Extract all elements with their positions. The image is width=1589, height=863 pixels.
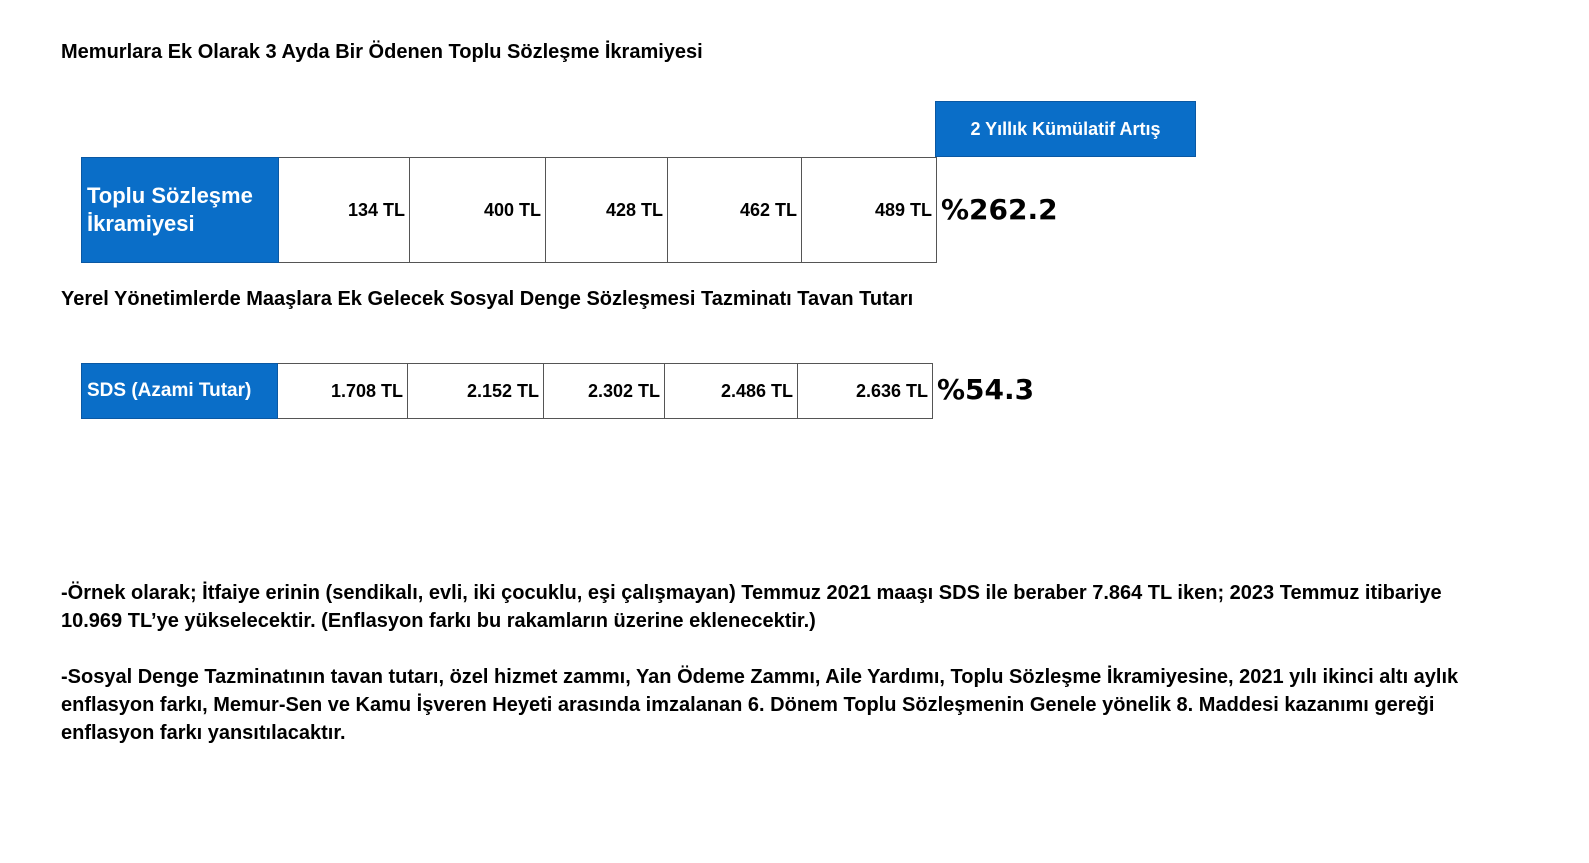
bonus-cumulative-percent: %262.2 [941,193,1058,226]
sds-value-4: 2.486 TL [665,364,798,419]
sds-value-5: 2.636 TL [798,364,933,419]
bonus-row-label: Toplu Sözleşme İkramiyesi [82,158,279,263]
bonus-value-4: 462 TL [668,158,802,263]
bonus-value-1: 134 TL [279,158,410,263]
section-1-title: Memurlara Ek Olarak 3 Ayda Bir Ödenen Toplu Sözleşme İkramiyesi [61,41,703,63]
note-paragraph-2: -Sosyal Denge Tazminatının tavan tutarı, özel hizmet zammı, Yan Ödeme Zammı, Aile Yardımı, Toplu Sözleşme İkramiyesine, 2021 yılı ikinci altı aylık enflasyon farkı, Memur-Sen ve Kamu İşveren Heyeti arasında imzalanan 6. Dönem Toplu Sözleşmenin Genele yönelik 8. Maddesi kazanımı gereği enflasyon farkı yansıtılacaktır. [61,666,1459,744]
sds-value-3: 2.302 TL [544,364,665,419]
table-row [82,364,933,419]
bonus-value-2: 400 TL [410,158,546,263]
bonus-value-3: 428 TL [546,158,668,263]
bonus-table [81,157,937,263]
cumulative-increase-header: 2 Yıllık Kümülatif Artış [935,101,1196,157]
section-2-title: Yerel Yönetimlerde Maaşlara Ek Gelecek Sosyal Denge Sözleşmesi Tazminatı Tavan Tutarı [61,288,914,310]
sds-value-1: 1.708 TL [278,364,408,419]
table-row [82,158,937,263]
bonus-value-5: 489 TL [802,158,937,263]
sds-row-label: SDS (Azami Tutar) [82,364,278,419]
sds-value-2: 2.152 TL [408,364,544,419]
sds-cumulative-percent: %54.3 [937,373,1035,406]
sds-table [81,363,933,419]
note-paragraph-1: -Örnek olarak; İtfaiye erinin (sendikalı, evli, iki çocuklu, eşi çalışmayan) Temmuz 2021 maaşı SDS ile beraber 7.864 TL iken; 2023 Temmuz itibariye 10.969 TL’ye yükselecektir. (Enflasyon farkı bu rakamların üzerine eklenecektir.) [61,582,1442,632]
